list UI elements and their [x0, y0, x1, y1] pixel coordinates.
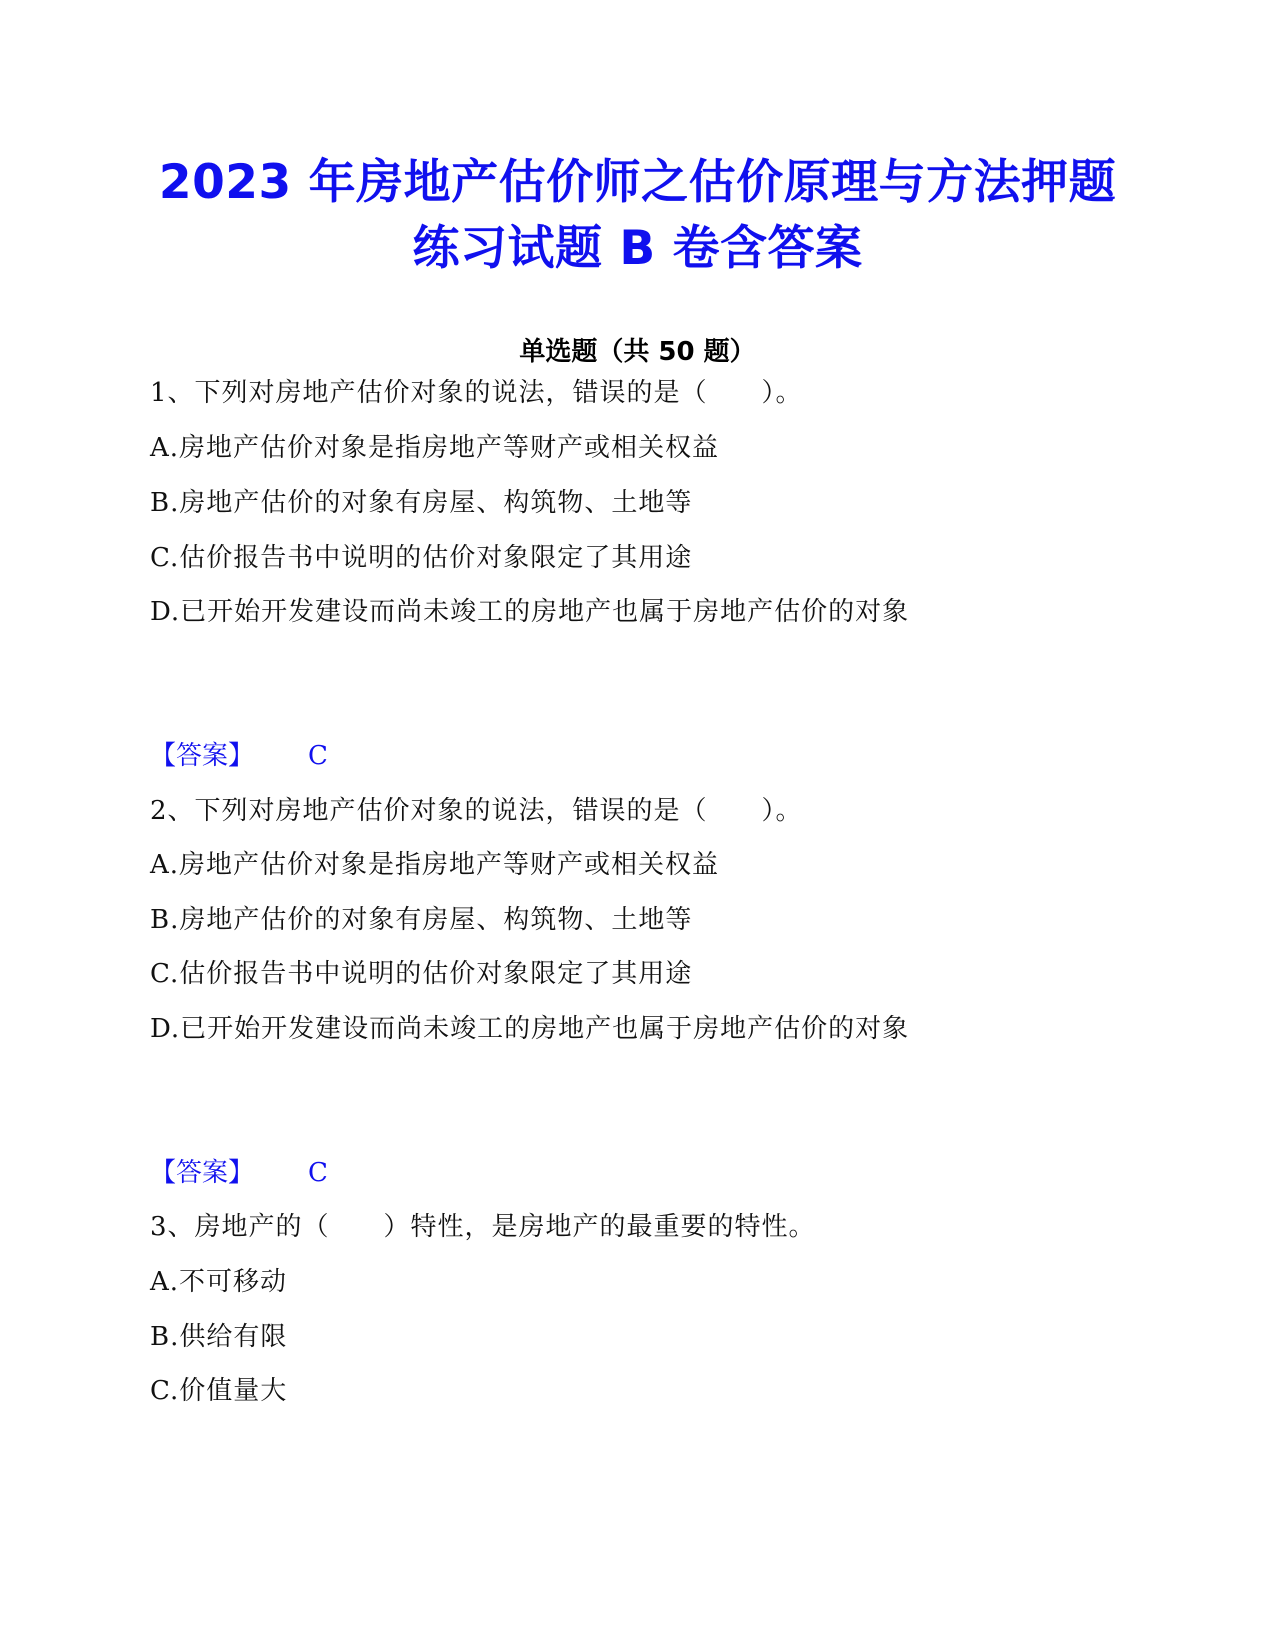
question-2-option-b: B.房地产估价的对象有房屋、构筑物、土地等: [150, 905, 693, 935]
document-title-line-1: 2023 年房地产估价师之估价原理与方法押题: [158, 155, 1117, 210]
question-1-option-c: C.估价报告书中说明的估价对象限定了其用途: [150, 543, 693, 573]
question-1-option-a: A.房地产估价对象是指房地产等财产或相关权益: [150, 433, 720, 463]
document-title-line-2: 练习试题 B 卷含答案: [412, 221, 863, 276]
question-2-option-c: C.估价报告书中说明的估价对象限定了其用途: [150, 959, 693, 989]
question-3-stem: 3、房地产的（ ）特性，是房地产的最重要的特性。: [150, 1212, 816, 1242]
question-1-stem: 1、下列对房地产估价对象的说法，错误的是（ ）。: [150, 378, 803, 408]
question-2-option-a: A.房地产估价对象是指房地产等财产或相关权益: [150, 850, 720, 880]
question-3-option-b: B.供给有限: [150, 1322, 288, 1352]
answer-value: C: [308, 741, 328, 771]
question-3-option-a: A.不可移动: [150, 1267, 288, 1297]
question-1-option-d: D.已开始开发建设而尚未竣工的房地产也属于房地产估价的对象: [150, 597, 910, 627]
answer-label: 【答案】: [150, 741, 255, 771]
question-1-option-b: B.房地产估价的对象有房屋、构筑物、土地等: [150, 488, 693, 518]
question-2-option-d: D.已开始开发建设而尚未竣工的房地产也属于房地产估价的对象: [150, 1014, 910, 1044]
question-2-stem: 2、下列对房地产估价对象的说法，错误的是（ ）。: [150, 796, 803, 826]
question-2-answer: [150, 1155, 328, 1191]
answer-value: C: [308, 1158, 328, 1188]
question-1-answer: [150, 738, 328, 774]
question-3-option-c: C.价值量大: [150, 1376, 288, 1406]
section-header: 单选题（共 50 题）: [519, 337, 756, 367]
answer-label: 【答案】: [150, 1158, 255, 1188]
